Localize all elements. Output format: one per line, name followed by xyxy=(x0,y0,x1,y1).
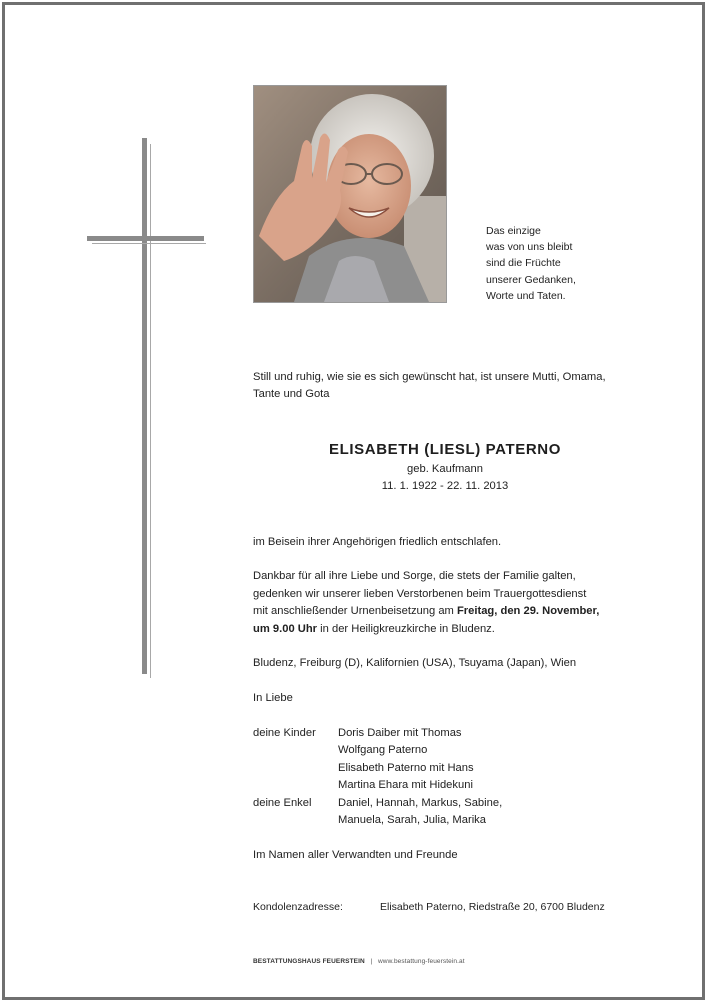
condolence-address: Elisabeth Paterno, Riedstraße 20, 6700 Bludenz xyxy=(380,901,605,913)
service-line-3 xyxy=(253,603,599,621)
grandchildren-names: Daniel, Hannah, Markus, Sabine, xyxy=(338,797,503,809)
memorial-quote xyxy=(486,223,576,304)
service-line-2: gedenken wir unserer lieben Verstorbenen beim Trauergottesdienst xyxy=(253,588,587,600)
deceased-name: ELISABETH (LIESL) PATERNO xyxy=(329,441,561,458)
footer-company: BESTATTUNGSHAUS FEUERSTEIN xyxy=(253,958,365,965)
child-name: Elisabeth Paterno mit Hans xyxy=(338,762,474,774)
footer-separator: | xyxy=(370,958,373,965)
intro-line-2: Tante und Gota xyxy=(253,388,330,400)
intro-line-1: Still und ruhig, wie sie es sich gewünscht hat, ist unsere Mutti, Omama, xyxy=(253,371,606,383)
service-line-1: Dankbar für all ihre Liebe und Sorge, die stets der Familie galten, xyxy=(253,570,576,582)
quote-line: sind die Früchte xyxy=(486,257,561,270)
service-location: in der Heiligkreuzkirche in Bludenz. xyxy=(317,623,495,635)
child-name: Martina Ehara mit Hidekuni xyxy=(338,779,473,791)
places-text: Bludenz, Freiburg (D), Kalifornien (USA), Tsuyama (Japan), Wien xyxy=(253,657,577,669)
grandchildren-names: Manuela, Sarah, Julia, Marika xyxy=(338,814,486,826)
passed-text: im Beisein ihrer Angehörigen friedlich entschlafen. xyxy=(253,536,502,548)
quote-line: unserer Gedanken, xyxy=(486,273,576,286)
birth-name: geb. Kaufmann xyxy=(407,463,483,475)
quote-line: Worte und Taten. xyxy=(486,289,566,302)
child-name: Doris Daiber mit Thomas xyxy=(338,727,462,739)
service-time: um 9.00 Uhr xyxy=(253,623,318,635)
service-text: mit anschließender Urnenbeisetzung am xyxy=(253,605,457,617)
portrait-photo xyxy=(253,85,447,303)
quote-line: was von uns bleibt xyxy=(486,241,573,254)
service-line-4 xyxy=(253,621,495,639)
condolence-label: Kondolenzadresse: xyxy=(253,901,343,913)
footer-website-link[interactable]: www.bestattung-feuerstein.at xyxy=(378,958,465,965)
children-label: deine Kinder xyxy=(253,727,316,739)
service-date: Freitag, den 29. November, xyxy=(456,605,600,617)
quote-line: Das einzige xyxy=(486,225,541,237)
relatives-text: Im Namen aller Verwandten und Freunde xyxy=(253,849,458,861)
child-name: Wolfgang Paterno xyxy=(338,744,428,756)
footer xyxy=(253,958,465,965)
in-love-text: In Liebe xyxy=(253,692,293,704)
grandchildren-label: deine Enkel xyxy=(253,797,312,809)
life-dates: 11. 1. 1922 - 22. 11. 2013 xyxy=(381,480,509,492)
